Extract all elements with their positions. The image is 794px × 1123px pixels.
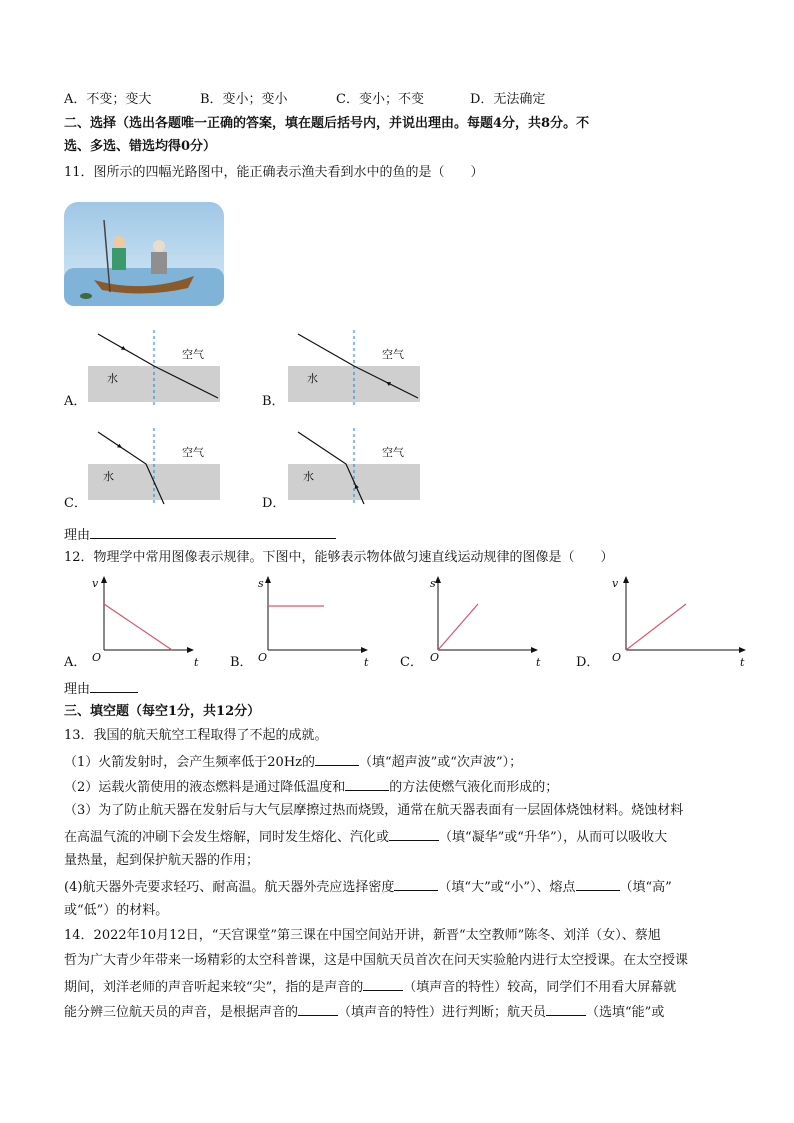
q11-label-c: C．: [64, 496, 87, 511]
q14-blank-1[interactable]: [363, 976, 403, 991]
q13-part4-line2: 或“低”）的材料。: [64, 903, 169, 918]
graph-line: [626, 604, 686, 650]
q13-blank-4[interactable]: [394, 876, 438, 891]
section2-heading-line2: 选、多选、错选均得0分）: [64, 139, 217, 154]
q14-line2: 哲为广大青少年带来一场精彩的太空科普课，这是中国航天员首次在问天实验舱内进行太空授课。在太空授课: [64, 953, 689, 968]
q11-reason-blank[interactable]: [90, 524, 336, 539]
q10-option-d: D．无法确定: [470, 92, 546, 107]
q11-water-label-b: 水: [307, 372, 318, 385]
q10-option-a: A．不变；变大: [64, 92, 152, 107]
section3-heading: 三、填空题（每空1分，共12分）: [64, 704, 261, 719]
q13-blank-2[interactable]: [345, 776, 389, 791]
q11-stem: 11．图所示的四幅光路图中，能正确表示渔夫看到水中的鱼的是（ ）: [64, 165, 484, 180]
q14-line3: 期间，刘洋老师的声音听起来较“尖”，指的是声音的 （填声音的特性）较高，同学们不用看大屏幕就: [64, 976, 676, 998]
q12-label-a: A．: [64, 655, 87, 670]
q11-water-label-a: 水: [107, 372, 118, 385]
q12-c-xaxis: t: [536, 656, 541, 669]
q13-part3-line2: 在高温气流的冲刷下会发生熔解，同时发生熔化、汽化或 （填“凝华”或“升华”），从而可以吸收大: [64, 826, 667, 848]
q12-graph-c: [422, 574, 542, 670]
q12-label-b: B．: [230, 655, 253, 670]
q12-stem: 12．物理学中常用图像表示规律。下图中，能够表示物体做匀速直线运动规律的图像是（ ）: [64, 550, 614, 565]
q13-blank-1[interactable]: [315, 751, 359, 766]
q11-air-label-b: 空气: [382, 348, 404, 361]
q13-stem: 13．我国的航天航空工程取得了不起的成就。: [64, 728, 328, 743]
q11-label-b: B．: [262, 394, 285, 409]
q14-blank-3[interactable]: [546, 1001, 586, 1016]
q11-label-a: A．: [64, 394, 87, 409]
q13-part1: （1）火箭发射时，会产生频率低于20Hz的 （填“超声波”或“次声波”）；: [64, 751, 522, 773]
q14-line4: 能分辨三位航天员的声音，是根据声音的 （填声音的特性）进行判断；航天员 （选填“能”或: [64, 1001, 664, 1023]
q14-blank-2[interactable]: [298, 1001, 338, 1016]
graph-line: [104, 604, 172, 650]
q13-part3-line3: 量热量，起到保护航天器的作用；: [64, 853, 260, 868]
y-axis-arrow: [623, 576, 629, 583]
q13-part2: （2）运载火箭使用的液态燃料是通过降低温度和 的方法使燃气液化而形成的；: [64, 776, 558, 798]
q12-graph-a: [88, 574, 198, 670]
q12-a-origin: O: [92, 651, 102, 664]
q13-part3-line1: （3）为了防止航天器在发射后与大气层摩擦过热而烧毁，通常在航天器表面有一层固体烧蚀材料。烧蚀材料: [64, 803, 684, 818]
q12-d-origin: O: [612, 651, 622, 664]
q11-water-label-d: 水: [303, 470, 314, 483]
q11-water-label-c: 水: [103, 470, 114, 483]
q10-option-c: C．变小；不变: [336, 92, 424, 107]
q12-a-xaxis: t: [194, 656, 199, 669]
q11-reason: 理由: [64, 524, 336, 546]
q12-graph-d: [610, 574, 750, 670]
q12-graph-b: [252, 574, 372, 670]
y-axis-arrow: [101, 576, 107, 583]
fisherman-boat-illustration: [64, 202, 224, 306]
q12-reason: 理由: [64, 678, 138, 700]
q11-air-label-d: 空气: [382, 446, 404, 459]
q13-blank-3[interactable]: [389, 826, 439, 841]
q11-air-label-a: 空气: [182, 348, 204, 361]
q12-label-c: C．: [400, 655, 423, 670]
q12-reason-blank[interactable]: [90, 678, 138, 693]
q14-line1: 14．2022年10月12日，“天宫课堂”第三课在中国空间站开讲，新晋“太空教师”陈冬、刘洋（女）、蔡旭: [64, 928, 661, 943]
graph-line: [438, 604, 478, 650]
q10-option-b: B．变小；变小: [200, 92, 288, 107]
q13-part4: (4)航天器外壳要求轻巧、耐高温。航天器外壳应选择密度 （填“大”或“小”）、熔点 （填“高”: [64, 876, 672, 898]
q12-d-xaxis: t: [740, 656, 745, 669]
q12-a-yaxis: v: [92, 577, 99, 590]
q12-c-origin: O: [430, 651, 440, 664]
q12-c-yaxis: s: [430, 577, 436, 590]
y-axis-arrow: [265, 576, 271, 583]
q12-label-d: D．: [576, 655, 600, 670]
q12-b-yaxis: s: [258, 577, 264, 590]
q12-b-xaxis: t: [364, 656, 369, 669]
section2-heading-line1: 二、选择（选出各题唯一正确的答案，填在题后括号内，并说出理由。每题4分，共8分。不: [64, 116, 590, 131]
q12-b-origin: O: [258, 651, 268, 664]
q13-blank-5[interactable]: [576, 876, 620, 891]
q11-air-label-c: 空气: [182, 446, 204, 459]
x-axis-arrow: [187, 647, 194, 653]
q12-d-yaxis: v: [612, 577, 619, 590]
q11-label-d: D．: [262, 496, 286, 511]
